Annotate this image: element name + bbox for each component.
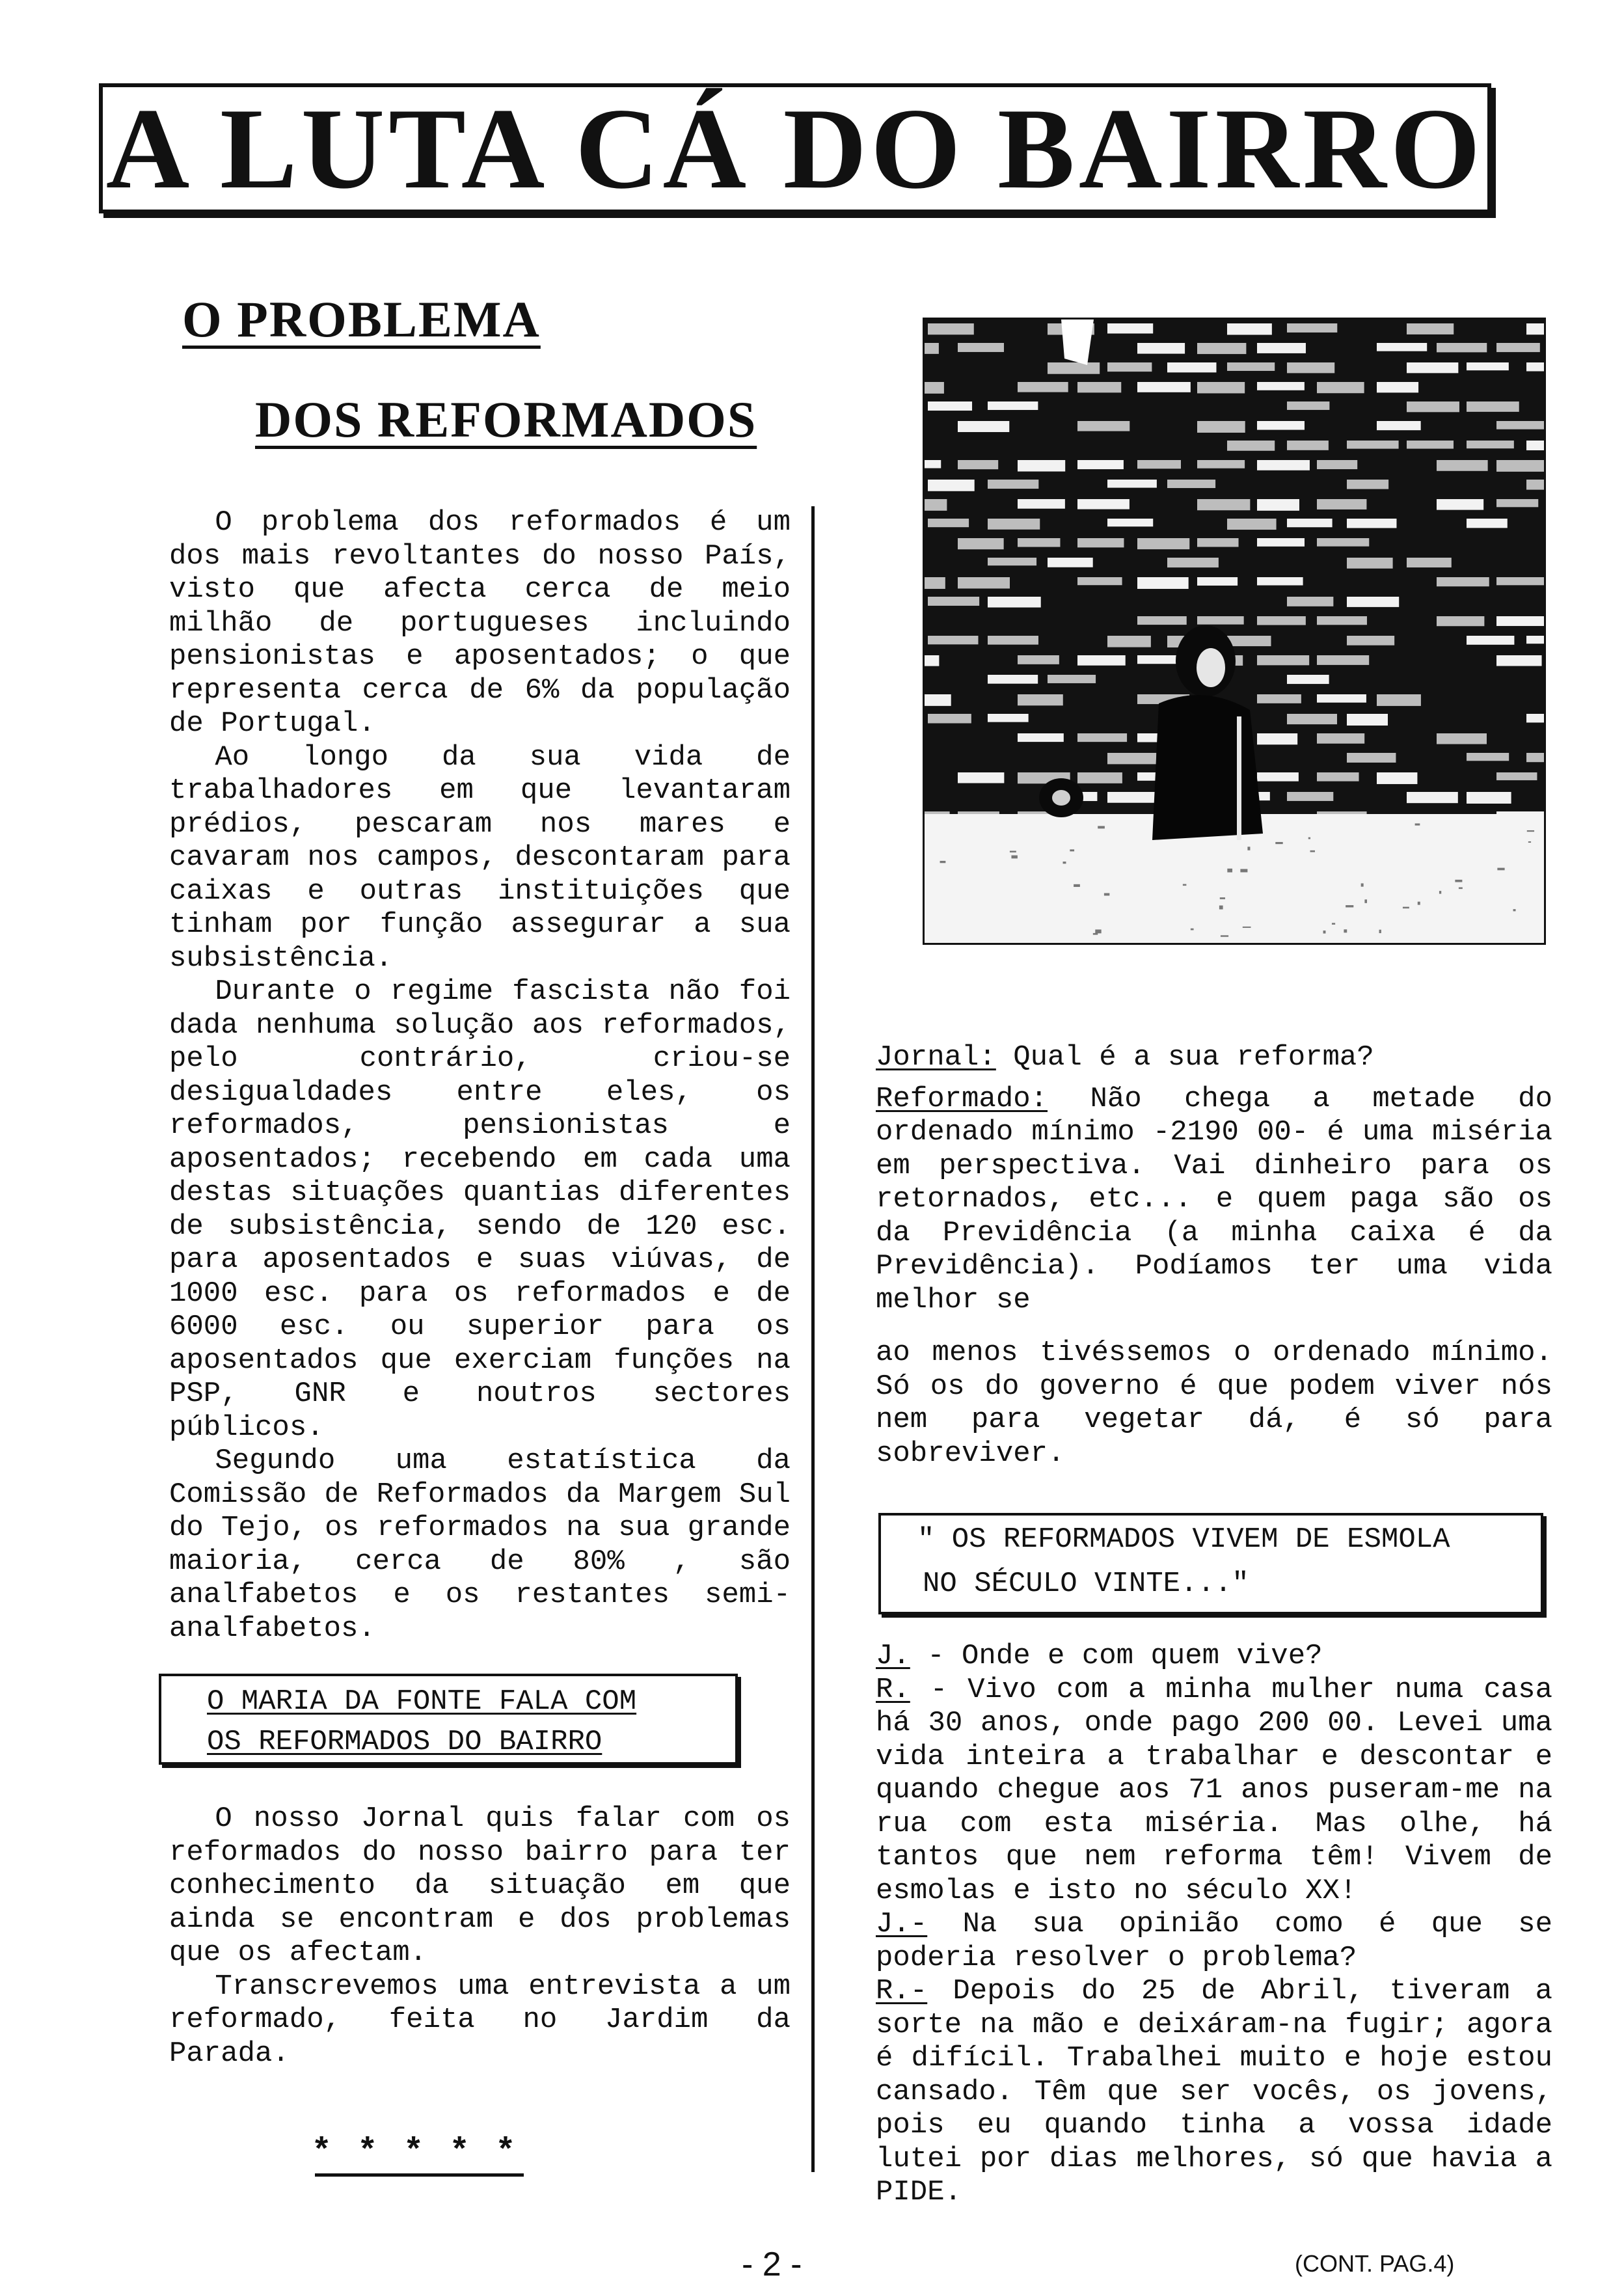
speaker-label-jornal: Jornal:: [876, 1041, 996, 1074]
article-paragraph: Durante o regime fascista não foi dada nenhuma solução aos reformados, pelo contrário, criou-se desigualdades entre eles, os reformados, pensionistas e aposentados; recebendo em cada uma destas situações quantias diferentes de subsistência, sendo de 120 esc. para aposentados e suas viúvas, de 1000 esc. para os reformados e de 6000 esc. ou superior para os aposentados que exerciam funções na PSP, GNR e noutros sectores públicos.: [169, 975, 791, 1444]
article-paragraph: Ao longo da sua vida de trabalhadores em que levantaram prédios, pescaram nos mares e cavaram nos campos, descontaram para caixas e outras instituições que tinham por função assegurar a sua subsistência.: [169, 741, 791, 975]
headline-line-2: DOS REFORMADOS: [255, 391, 757, 448]
column-divider: [811, 506, 815, 2172]
quote-box: [878, 1513, 1543, 1614]
section-box-line-1: O MARIA DA FONTE FALA COM: [207, 1685, 637, 1718]
article-paragraph: Segundo uma estatística da Comissão de Reformados da Margem Sul do Tejo, os reformados na sua grande maioria, cerca de 80% , são analfabetos e os restantes semi-analfabetos.: [169, 1445, 791, 1645]
article-paragraph: Transcrevemos uma entrevista a um reformado, feita no Jardim da Parada.: [169, 1970, 791, 2070]
photo-elderly-man-with-cane: [923, 318, 1546, 945]
continued-note: (CONT. PAG.4): [1295, 2250, 1455, 2277]
article-paragraph: O problema dos reformados é um dos mais revoltantes do nosso País, visto que afecta cerca de meio milhão de portugueses incluindo pensionistas e aposentados; o que representa cerca de 6% da população de Portugal.: [169, 506, 791, 740]
masthead-title: A LUTA CÁ DO BAIRRO: [105, 84, 1485, 213]
interview-answer: Reformado: Não chega a metade do ordenado mínimo -2190 00- é uma miséria em perspectiva. Vai dinheiro para os retornados, etc... e quem paga são os da Previdência (a minha caixa é da Previdência). Podíamos ter uma vida melhor se: [876, 1082, 1552, 1316]
brick-wall-photo-icon: [925, 319, 1544, 943]
end-stars: * * * * *: [315, 2129, 524, 2177]
interview-question: J.- Na sua opinião como é que se poderia resolver o problema?: [876, 1908, 1552, 1974]
interview-column-continued: [876, 1640, 1552, 2210]
article-column-left: [169, 506, 791, 1646]
article-column-left-continued: [169, 1802, 791, 2071]
speaker-label-reformado: Reformado:: [876, 1082, 1048, 1115]
interview-answer-continued: ao menos tivéssemos o ordenado mínimo. Só os do governo é que podem viver nós nem para vegetar dá, é só para sobreviver.: [876, 1337, 1552, 1470]
interview-question: J. - Onde e com quem vive?: [876, 1640, 1323, 1672]
article-paragraph: O nosso Jornal quis falar com os reformados do nosso bairro para ter conhecimento da situação em que ainda se encontram e dos problemas que os afectam.: [169, 1802, 791, 1969]
interview-answer: R.- Depois do 25 de Abril, tiveram a sorte na mão e deixáram-na fugir; agora é difícil. Trabalhei muito e hoje estou cansado. Têm que ser vocês, os jovens, pois eu quando tinha a vossa idade lutei por dias melhores, só que havia a PIDE.: [876, 1975, 1552, 2209]
masthead-banner: [99, 83, 1491, 213]
section-box-line-2: OS REFORMADOS DO BAIRRO: [207, 1726, 602, 1758]
quote-line-1: " OS REFORMADOS VIVEM DE ESMOLA: [917, 1523, 1450, 1556]
page-number: - 2 -: [742, 2246, 802, 2283]
section-box: [159, 1674, 738, 1765]
headline-line-1: O PROBLEMA: [182, 291, 541, 347]
interview-column: [876, 1041, 1552, 1471]
interview-answer: R. - Vivo com a minha mulher numa casa há 30 anos, onde pago 200 00. Levei uma vida inteira a trabalhar e descontar e quando chegue aos 71 anos puseram-me na rua com esta miséria. Mas olhe, há tantos que nem reforma têm! Vivem de esmolas e isto no século XX!: [876, 1673, 1552, 1907]
quote-line-2: NO SÉCULO VINTE...": [923, 1568, 1249, 1600]
interview-question: Jornal: Qual é a sua reforma?: [876, 1041, 1374, 1074]
